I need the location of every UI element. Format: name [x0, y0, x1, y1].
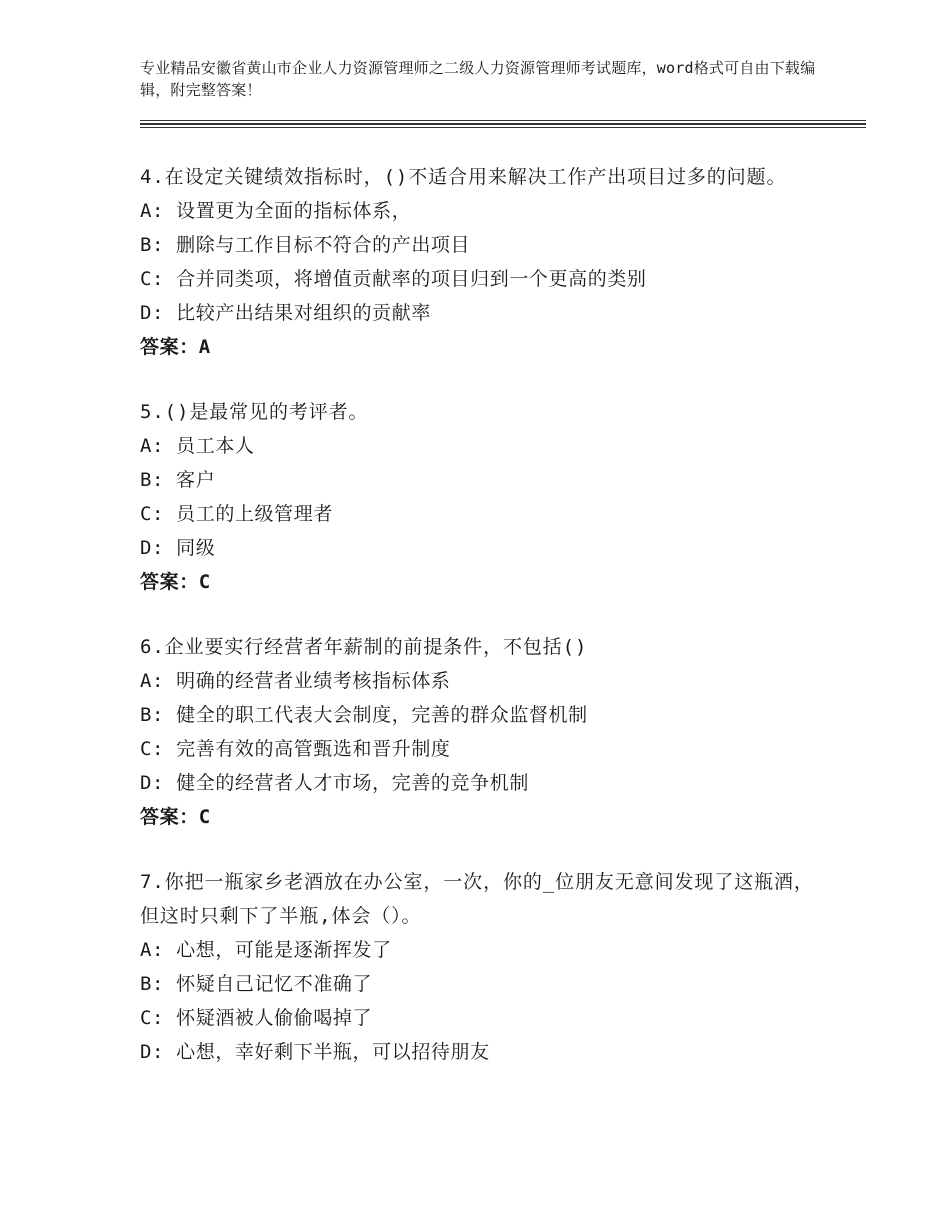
question-stem: 4.在设定关键绩效指标时，()不适合用来解决工作产出项目过多的问题。: [140, 166, 787, 188]
option-c: C: 怀疑酒被人偷偷喝掉了: [140, 1007, 373, 1029]
question-4: [140, 160, 830, 364]
header-divider-line: [140, 120, 866, 121]
question-stem: 6.企业要实行经营者年薪制的前提条件，不包括(): [140, 636, 588, 658]
option-a: A: 心想，可能是逐渐挥发了: [140, 939, 392, 961]
option-d: D: 同级: [140, 537, 216, 559]
option-c: C: 员工的上级管理者: [140, 503, 333, 525]
option-a: A: 明确的经营者业绩考核指标体系: [140, 670, 451, 692]
option-a: A: 设置更为全面的指标体系，: [140, 200, 412, 222]
option-a: A: 员工本人: [140, 435, 255, 457]
header-divider-line: [140, 127, 866, 128]
question-stem: 5.()是最常见的考评者。: [140, 401, 369, 423]
option-d: D: 健全的经营者人才市场，完善的竞争机制: [140, 772, 529, 794]
question-7: [140, 865, 830, 1069]
answer-line: 答案：C: [140, 806, 211, 828]
question-list: [140, 160, 830, 1100]
answer-line: 答案：A: [140, 336, 211, 358]
option-b: B: 健全的职工代表大会制度，完善的群众监督机制: [140, 704, 588, 726]
document-header: 专业精品安徽省黄山市企业人力资源管理师之二级人力资源管理师考试题库，word格式可自由下载编辑，附完整答案！: [140, 59, 816, 99]
header-divider-line: [140, 123, 866, 125]
option-b: B: 客户: [140, 469, 216, 491]
question-5: [140, 395, 830, 599]
option-c: C: 完善有效的高管甄选和晋升制度: [140, 738, 451, 760]
option-d: D: 比较产出结果对组织的贡献率: [140, 302, 431, 324]
question-stem: 7.你把一瓶家乡老酒放在办公室，一次，你的_位朋友无意间发现了这瓶酒，但这时只剩下了半瓶,体会（）。: [140, 871, 814, 927]
option-c: C: 合并同类项，将增值贡献率的项目归到一个更高的类别: [140, 268, 647, 290]
answer-line: 答案：C: [140, 571, 211, 593]
option-b: B: 删除与工作目标不符合的产出项目: [140, 234, 471, 256]
option-b: B: 怀疑自己记忆不准确了: [140, 973, 373, 995]
option-d: D: 心想，幸好剩下半瓶，可以招待朋友: [140, 1041, 490, 1063]
question-6: [140, 630, 830, 834]
